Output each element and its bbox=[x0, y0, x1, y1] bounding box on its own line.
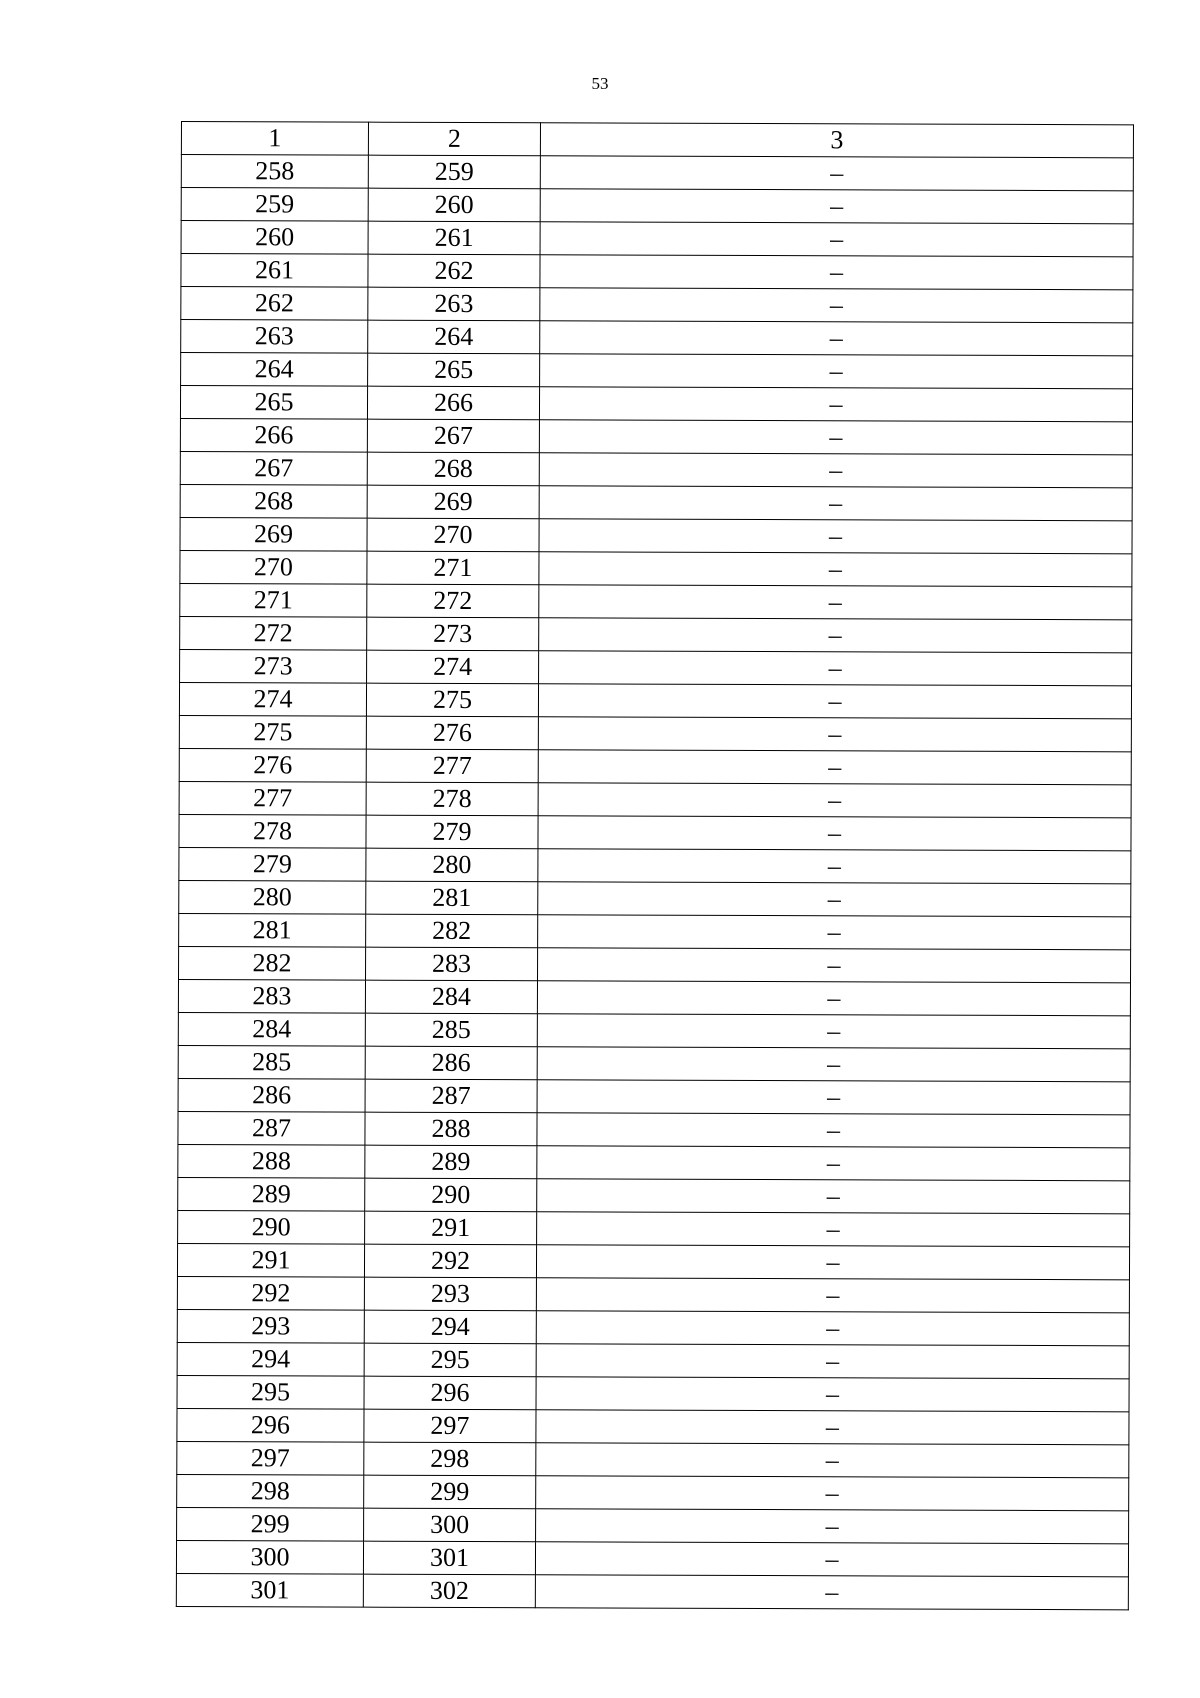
table-cell-col-1: 300 bbox=[176, 1540, 363, 1574]
table-cell-col-2: 298 bbox=[364, 1442, 536, 1476]
table-row bbox=[180, 386, 1132, 422]
table-body bbox=[176, 155, 1133, 1610]
table-cell-col-3: – bbox=[539, 420, 1132, 455]
table-cell-col-1: 263 bbox=[181, 320, 368, 354]
table-row bbox=[177, 1309, 1129, 1345]
table-cell-col-2: 259 bbox=[368, 155, 540, 189]
table-cell-col-3: – bbox=[537, 1014, 1130, 1049]
table-cell-col-3: – bbox=[539, 486, 1132, 521]
table-row bbox=[178, 1177, 1130, 1213]
table-cell-col-1: 268 bbox=[180, 484, 367, 518]
table-cell-col-1: 278 bbox=[179, 814, 366, 848]
table-cell-col-3: – bbox=[537, 1179, 1130, 1214]
table-cell-col-3: – bbox=[538, 816, 1131, 851]
table-row bbox=[179, 880, 1131, 916]
table-cell-col-3: – bbox=[539, 519, 1132, 554]
table-cell-col-1: 265 bbox=[180, 386, 367, 420]
table-row bbox=[177, 1375, 1129, 1411]
table-cell-col-2: 263 bbox=[368, 287, 540, 321]
table-cell-col-3: – bbox=[535, 1575, 1128, 1610]
table-row bbox=[177, 1408, 1129, 1444]
table-row bbox=[181, 254, 1133, 290]
table-row bbox=[176, 1540, 1128, 1576]
table-cell-col-3: – bbox=[540, 321, 1133, 356]
table-cell-col-3: – bbox=[538, 750, 1131, 785]
table-cell-col-2: 278 bbox=[366, 782, 538, 816]
table-cell-col-2: 293 bbox=[364, 1277, 536, 1311]
table-cell-col-2: 266 bbox=[367, 386, 539, 420]
table-cell-col-3: – bbox=[539, 651, 1132, 686]
table-cell-col-1: 280 bbox=[179, 880, 366, 914]
table-cell-col-2: 272 bbox=[367, 584, 539, 618]
table-cell-col-2: 291 bbox=[365, 1211, 537, 1245]
table-row bbox=[177, 1276, 1129, 1312]
table-row bbox=[177, 1441, 1129, 1477]
table-row bbox=[180, 484, 1132, 520]
table-cell-col-1: 260 bbox=[181, 221, 368, 255]
table-cell-col-1: 273 bbox=[180, 649, 367, 683]
table-cell-col-2: 271 bbox=[367, 551, 539, 585]
table-cell-col-3: – bbox=[539, 618, 1132, 653]
table-row bbox=[180, 418, 1132, 454]
table-cell-col-2: 302 bbox=[363, 1574, 535, 1608]
table-cell-col-2: 296 bbox=[364, 1376, 536, 1410]
table-row bbox=[181, 188, 1133, 224]
table-cell-col-1: 264 bbox=[181, 353, 368, 387]
table-cell-col-1: 262 bbox=[181, 287, 368, 321]
table-cell-col-3: – bbox=[540, 288, 1133, 323]
table-row bbox=[177, 1507, 1129, 1543]
table-cell-col-1: 297 bbox=[177, 1441, 364, 1475]
table-cell-col-1: 258 bbox=[181, 155, 368, 189]
table-cell-col-3: – bbox=[536, 1509, 1129, 1544]
table-cell-col-2: 299 bbox=[364, 1475, 536, 1509]
table-row bbox=[180, 517, 1132, 553]
table-cell-col-1: 288 bbox=[178, 1144, 365, 1178]
table-cell-col-3: – bbox=[536, 1377, 1129, 1412]
table-cell-col-1: 285 bbox=[178, 1045, 365, 1079]
table-cell-col-1: 299 bbox=[177, 1507, 364, 1541]
table-cell-col-1: 298 bbox=[177, 1474, 364, 1508]
table-row bbox=[178, 1012, 1130, 1048]
table-cell-col-3: – bbox=[540, 189, 1133, 224]
data-table bbox=[176, 121, 1134, 1610]
table-cell-col-2: 285 bbox=[365, 1013, 537, 1047]
table-row bbox=[180, 451, 1132, 487]
table-row bbox=[180, 550, 1132, 586]
table-cell-col-1: 281 bbox=[179, 913, 366, 947]
table-row bbox=[180, 616, 1132, 652]
table-cell-col-3: – bbox=[539, 387, 1132, 422]
table-cell-col-1: 267 bbox=[180, 451, 367, 485]
table-cell-col-3: – bbox=[538, 915, 1131, 950]
table-cell-col-3: – bbox=[540, 156, 1133, 191]
table-cell-col-3: – bbox=[539, 453, 1132, 488]
table-row bbox=[177, 1342, 1129, 1378]
table-row bbox=[177, 1474, 1129, 1510]
table-row bbox=[179, 715, 1131, 751]
table-cell-col-2: 283 bbox=[366, 947, 538, 981]
table-cell-col-3: – bbox=[540, 222, 1133, 257]
table-cell-col-1: 287 bbox=[178, 1111, 365, 1145]
page-number: 53 bbox=[591, 74, 609, 93]
table-cell-col-3: – bbox=[538, 783, 1131, 818]
table-cell-col-3: – bbox=[537, 1146, 1130, 1181]
table-row bbox=[179, 946, 1131, 982]
table-row bbox=[178, 979, 1130, 1015]
table-cell-col-2: 262 bbox=[368, 254, 540, 288]
table-row bbox=[181, 320, 1133, 356]
table-cell-col-1: 282 bbox=[179, 946, 366, 980]
table-row bbox=[181, 353, 1133, 389]
table-row bbox=[181, 221, 1133, 257]
table-cell-col-2: 300 bbox=[364, 1508, 536, 1542]
table-cell-col-1: 293 bbox=[177, 1309, 364, 1343]
table-row bbox=[179, 781, 1131, 817]
table-cell-col-3: – bbox=[536, 1476, 1129, 1511]
table-row bbox=[178, 1045, 1130, 1081]
table-row bbox=[177, 1243, 1129, 1279]
table-cell-col-3: – bbox=[540, 255, 1133, 290]
table-row bbox=[181, 287, 1133, 323]
table-cell-col-3: – bbox=[539, 552, 1132, 587]
table-cell-col-2: 279 bbox=[366, 815, 538, 849]
table-cell-col-2: 270 bbox=[367, 518, 539, 552]
table-cell-col-3: – bbox=[538, 717, 1131, 752]
table-cell-col-1: 296 bbox=[177, 1408, 364, 1442]
table-cell-col-3: – bbox=[536, 1410, 1129, 1445]
table-header-row bbox=[181, 122, 1133, 158]
table-row bbox=[179, 913, 1131, 949]
table-cell-col-3: – bbox=[540, 354, 1133, 389]
table-cell-col-2: 265 bbox=[368, 353, 540, 387]
table-cell-col-3: – bbox=[536, 1245, 1129, 1280]
table-cell-col-3: – bbox=[535, 1542, 1128, 1577]
table-row bbox=[178, 1111, 1130, 1147]
table-cell-col-2: 261 bbox=[368, 221, 540, 255]
table-cell-col-1: 284 bbox=[178, 1012, 365, 1046]
table-cell-col-2: 289 bbox=[365, 1145, 537, 1179]
table-cell-col-3: – bbox=[538, 684, 1131, 719]
table-row bbox=[179, 682, 1131, 718]
table-cell-col-2: 286 bbox=[365, 1046, 537, 1080]
table-cell-col-2: 274 bbox=[367, 650, 539, 684]
table-cell-col-3: – bbox=[536, 1278, 1129, 1313]
table-cell-col-3: – bbox=[537, 981, 1130, 1016]
table-cell-col-3: – bbox=[536, 1443, 1129, 1478]
table-cell-col-2: 282 bbox=[366, 914, 538, 948]
table-cell-col-1: 261 bbox=[181, 254, 368, 288]
table-row bbox=[178, 1210, 1130, 1246]
table-row bbox=[179, 748, 1131, 784]
table-cell-col-2: 281 bbox=[366, 881, 538, 915]
table-cell-col-1: 279 bbox=[179, 847, 366, 881]
table-cell-col-2: 276 bbox=[366, 716, 538, 750]
table-cell-col-2: 295 bbox=[364, 1343, 536, 1377]
table-cell-col-2: 269 bbox=[367, 485, 539, 519]
table-cell-col-3: – bbox=[536, 1311, 1129, 1346]
table-cell-col-1: 286 bbox=[178, 1078, 365, 1112]
table-row bbox=[178, 1078, 1130, 1114]
table-cell-col-2: 260 bbox=[368, 188, 540, 222]
table-cell-col-2: 301 bbox=[363, 1541, 535, 1575]
table-cell-col-1: 292 bbox=[177, 1276, 364, 1310]
table-cell-col-3: – bbox=[537, 1113, 1130, 1148]
table-cell-col-2: 277 bbox=[366, 749, 538, 783]
table-cell-col-1: 290 bbox=[178, 1210, 365, 1244]
table-row bbox=[176, 1573, 1128, 1609]
table-cell-col-2: 264 bbox=[368, 320, 540, 354]
table-cell-col-1: 271 bbox=[180, 583, 367, 617]
table-cell-col-2: 294 bbox=[364, 1310, 536, 1344]
table-cell-col-2: 275 bbox=[366, 683, 538, 717]
table-cell-col-1: 276 bbox=[179, 748, 366, 782]
table-cell-col-1: 270 bbox=[180, 550, 367, 584]
table-cell-col-2: 267 bbox=[367, 419, 539, 453]
table-cell-col-3: – bbox=[536, 1344, 1129, 1379]
table-cell-col-2: 292 bbox=[364, 1244, 536, 1278]
table-cell-col-3: – bbox=[538, 948, 1131, 983]
column-header-2: 2 bbox=[368, 122, 540, 156]
table-cell-col-1: 269 bbox=[180, 517, 367, 551]
table-cell-col-1: 289 bbox=[178, 1177, 365, 1211]
table-cell-col-1: 272 bbox=[180, 616, 367, 650]
table-cell-col-1: 283 bbox=[178, 979, 365, 1013]
table-row bbox=[179, 847, 1131, 883]
table-cell-col-2: 273 bbox=[367, 617, 539, 651]
table-cell-col-3: – bbox=[538, 882, 1131, 917]
table-cell-col-2: 290 bbox=[365, 1178, 537, 1212]
table-cell-col-1: 295 bbox=[177, 1375, 364, 1409]
table-cell-col-1: 266 bbox=[180, 418, 367, 452]
table-row bbox=[181, 155, 1133, 191]
table-row bbox=[179, 814, 1131, 850]
table-cell-col-2: 268 bbox=[367, 452, 539, 486]
table-cell-col-2: 280 bbox=[366, 848, 538, 882]
column-header-3: 3 bbox=[540, 123, 1133, 158]
table-cell-col-2: 288 bbox=[365, 1112, 537, 1146]
table-cell-col-3: – bbox=[539, 585, 1132, 620]
table-cell-col-1: 259 bbox=[181, 188, 368, 222]
table-cell-col-1: 294 bbox=[177, 1342, 364, 1376]
table-cell-col-3: – bbox=[537, 1047, 1130, 1082]
table-cell-col-1: 275 bbox=[179, 715, 366, 749]
table-cell-col-1: 301 bbox=[176, 1573, 363, 1607]
column-header-1: 1 bbox=[181, 122, 368, 156]
table-row bbox=[178, 1144, 1130, 1180]
table-cell-col-1: 291 bbox=[177, 1243, 364, 1277]
table-cell-col-1: 277 bbox=[179, 781, 366, 815]
table-cell-col-2: 284 bbox=[365, 980, 537, 1014]
table-row bbox=[180, 583, 1132, 619]
table-cell-col-1: 274 bbox=[179, 682, 366, 716]
table-cell-col-2: 297 bbox=[364, 1409, 536, 1443]
table-cell-col-2: 287 bbox=[365, 1079, 537, 1113]
table-cell-col-3: – bbox=[537, 1212, 1130, 1247]
table-row bbox=[180, 649, 1132, 685]
table-cell-col-3: – bbox=[537, 1080, 1130, 1115]
table-cell-col-3: – bbox=[538, 849, 1131, 884]
